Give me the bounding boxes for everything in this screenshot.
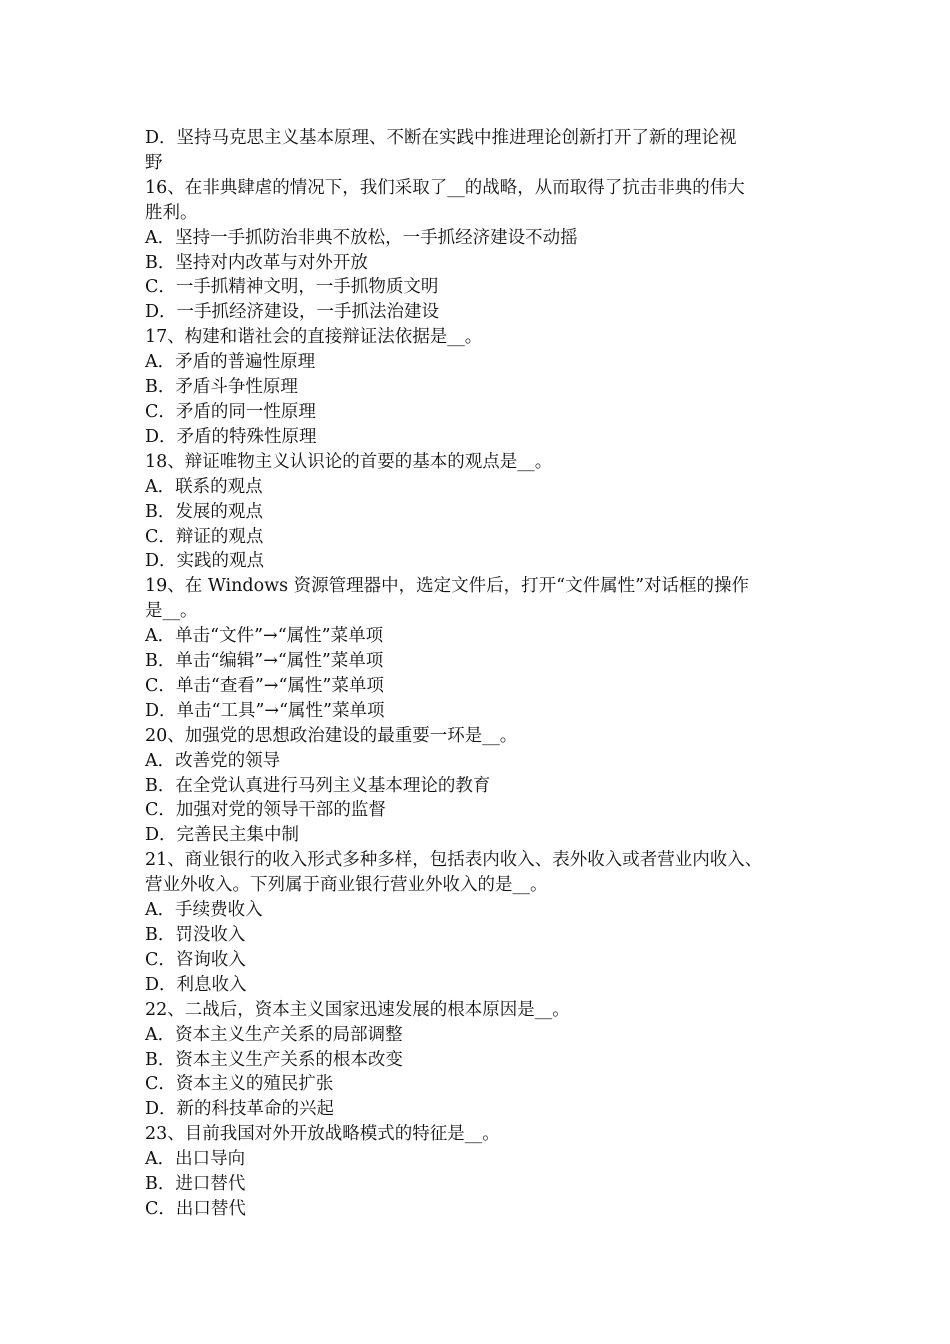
document-text: [145, 126, 825, 1222]
option-b: B．罚没收入: [145, 925, 246, 945]
option-a: A．坚持一手抓防治非典不放松，一手抓经济建设不动摇: [145, 227, 578, 248]
option-b: B．在全党认真进行马列主义基本理论的教育: [145, 775, 491, 796]
text-line: 野: [145, 152, 163, 173]
option-d: D．利息收入: [145, 974, 247, 995]
option-a: A．矛盾的普遍性原理: [145, 352, 316, 373]
text-line: D．坚持马克思主义基本原理、不断在实践中推进理论创新打开了新的理论视: [145, 128, 737, 148]
option-a: A．手续费收入: [145, 900, 263, 921]
question-16-text: 16、在非典肆虐的情况下，我们采取了__的战略，从而取得了抗击非典的伟大: [145, 177, 745, 198]
option-c: C．单击“查看”→“属性”菜单项: [145, 675, 384, 696]
question-21-text: 21、商业银行的收入形式多种多样，包括表内收入、表外收入或者营业内收入、: [145, 850, 763, 871]
question-19-text: 19、在 Windows 资源管理器中，选定文件后，打开“文件属性”对话框的操作: [145, 576, 750, 597]
option-c: C．矛盾的同一性原理: [145, 401, 316, 422]
option-c: C．辩证的观点: [145, 526, 264, 547]
option-d: D．矛盾的特殊性原理: [145, 426, 317, 447]
option-b: B．进口替代: [145, 1174, 246, 1195]
text-line: 营业外收入。下列属于商业银行营业外收入的是__。: [145, 875, 548, 896]
option-a: A．联系的观点: [145, 476, 263, 497]
option-a: A．出口导向: [145, 1149, 246, 1170]
option-b: B．单击“编辑”→“属性”菜单项: [145, 651, 384, 672]
text-line: 胜利。: [145, 202, 198, 223]
question-18-text: 18、辩证唯物主义认识论的首要的基本的观点是__。: [145, 451, 553, 472]
option-b: B．坚持对内改革与对外开放: [145, 252, 368, 273]
question-20-text: 20、加强党的思想政治建设的最重要一环是__。: [145, 725, 518, 746]
option-a: A．单击“文件”→“属性”菜单项: [145, 626, 384, 647]
option-b: B．矛盾斗争性原理: [145, 377, 298, 398]
option-d: D．完善民主集中制: [145, 825, 300, 846]
option-b: B．资本主义生产关系的根本改变: [145, 1049, 403, 1070]
option-d: D．一手抓经济建设，一手抓法治建设: [145, 302, 440, 323]
option-c: C．咨询收入: [145, 949, 246, 970]
option-c: C．出口替代: [145, 1198, 246, 1219]
option-c: C．资本主义的殖民扩张: [145, 1074, 334, 1095]
text-line: 是__。: [145, 601, 198, 622]
question-23-text: 23、目前我国对外开放战略模式的特征是__。: [145, 1124, 500, 1145]
option-b: B．发展的观点: [145, 501, 263, 522]
option-d: D．单击“工具”→“属性”菜单项: [145, 700, 385, 721]
option-a: A．改善党的领导: [145, 750, 281, 771]
option-c: C．一手抓精神文明，一手抓物质文明: [145, 277, 439, 298]
question-17-text: 17、构建和谐社会的直接辩证法依据是__。: [145, 327, 483, 348]
option-c: C．加强对党的领导干部的监督: [145, 800, 386, 821]
option-d: D．实践的观点: [145, 551, 265, 572]
option-d: D．新的科技革命的兴起: [145, 1099, 335, 1120]
option-a: A．资本主义生产关系的局部调整: [145, 1024, 403, 1045]
question-22-text: 22、二战后，资本主义国家迅速发展的根本原因是__。: [145, 999, 570, 1020]
